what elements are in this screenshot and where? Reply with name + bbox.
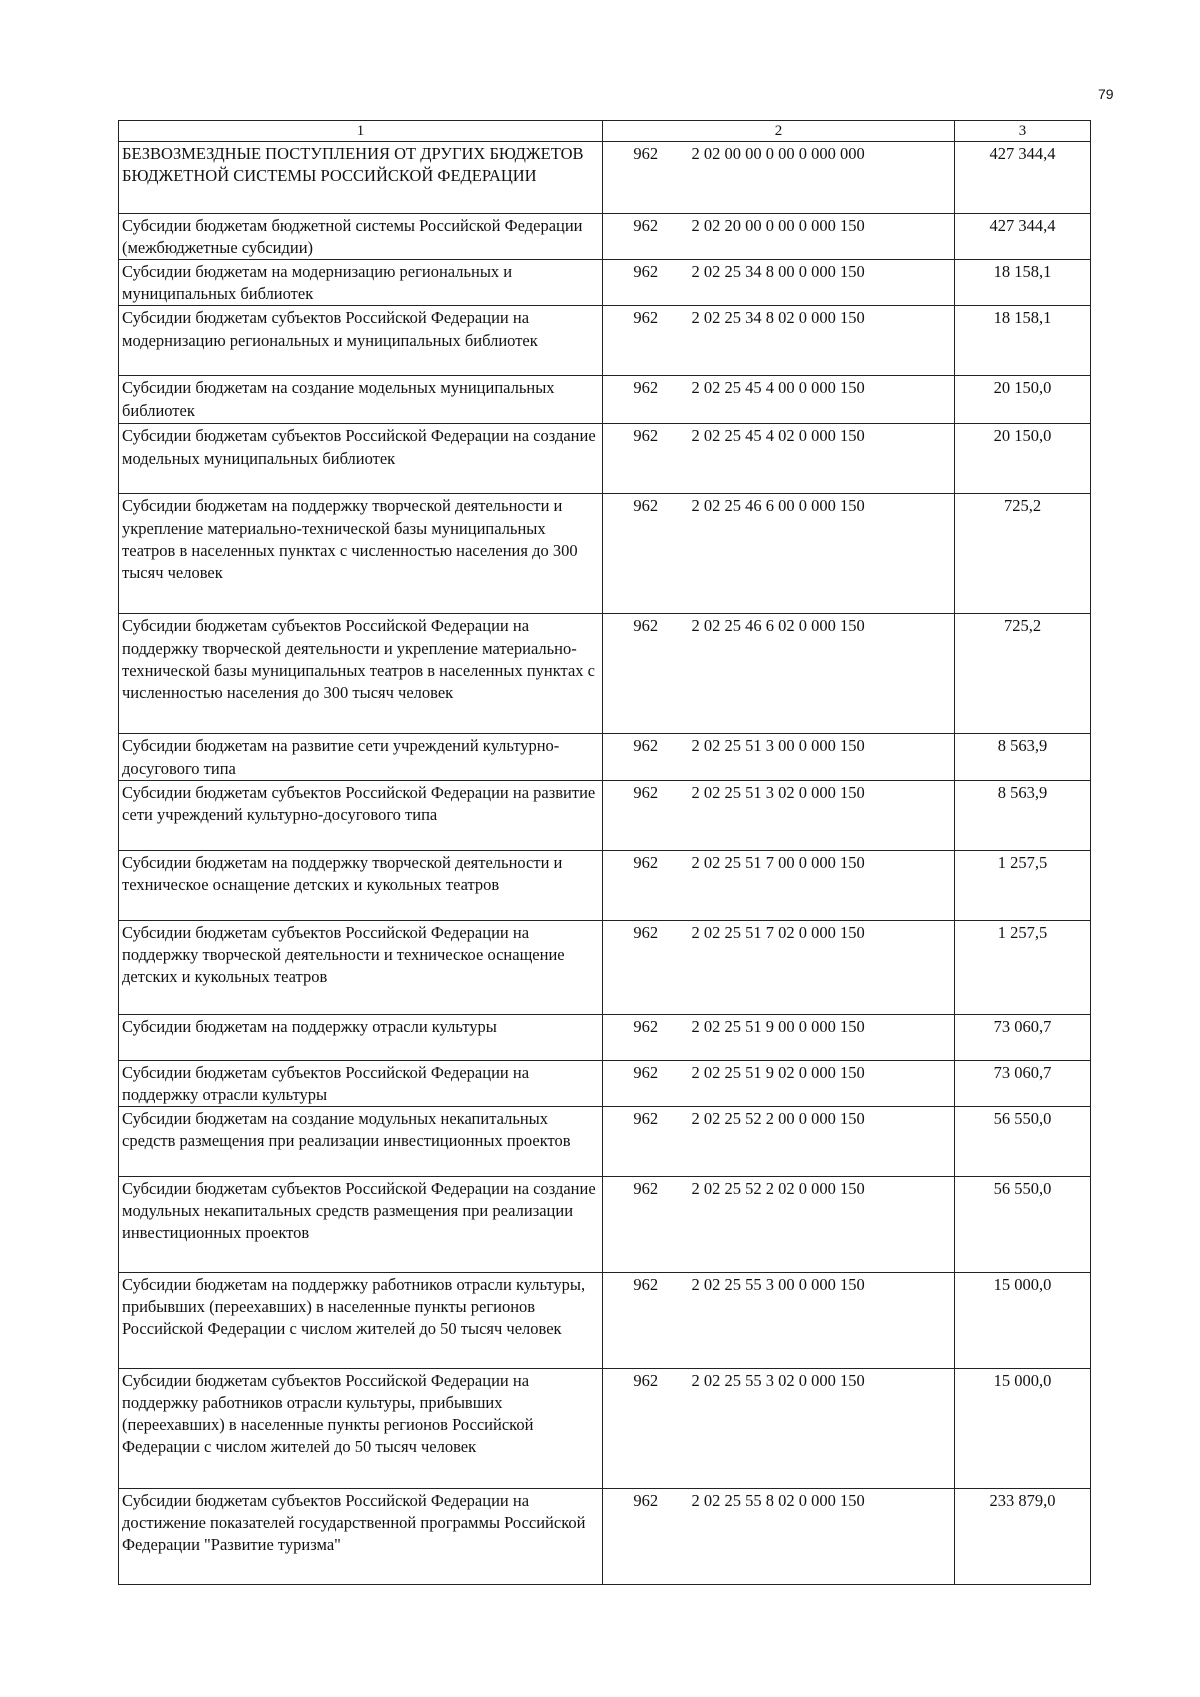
row-admin-code: 962 [603,424,689,494]
row-admin-code: 962 [603,1176,689,1272]
table-row [119,614,1091,734]
row-name: Субсидии бюджетам на поддержку отрасли культуры [119,1014,603,1060]
row-amount: 8 563,9 [955,780,1091,850]
row-amount: 233 879,0 [955,1488,1091,1584]
row-admin-code: 962 [603,1368,689,1488]
row-name: Субсидии бюджетам субъектов Российской Федерации на создание модульных некапитальных средств размещения при реализации инвестиционных проектов [119,1176,603,1272]
row-amount: 1 257,5 [955,920,1091,1014]
header-row [119,121,1091,142]
row-kbk-code: 2 02 00 00 0 00 0 000 000 [689,142,955,214]
row-amount: 427 344,4 [955,142,1091,214]
row-kbk-code: 2 02 25 34 8 02 0 000 150 [689,306,955,376]
row-name: Субсидии бюджетам субъектов Российской Федерации на модернизацию региональных и муниципальных библиотек [119,306,603,376]
row-amount: 15 000,0 [955,1368,1091,1488]
table-row [119,1488,1091,1584]
table-row [119,1272,1091,1368]
row-name: Субсидии бюджетам на поддержку творческой деятельности и техническое оснащение детских и кукольных театров [119,850,603,920]
table-body [119,142,1091,1585]
row-admin-code: 962 [603,306,689,376]
row-admin-code: 962 [603,850,689,920]
row-kbk-code: 2 02 25 52 2 02 0 000 150 [689,1176,955,1272]
row-amount: 56 550,0 [955,1176,1091,1272]
row-kbk-code: 2 02 25 51 3 02 0 000 150 [689,780,955,850]
row-kbk-code: 2 02 25 55 3 00 0 000 150 [689,1272,955,1368]
row-amount: 56 550,0 [955,1106,1091,1176]
row-name: Субсидии бюджетам субъектов Российской Федерации на поддержку творческой деятельности и техническое оснащение детских и кукольных театров [119,920,603,1014]
table-row [119,1014,1091,1060]
row-admin-code: 962 [603,920,689,1014]
row-kbk-code: 2 02 25 51 3 00 0 000 150 [689,734,955,780]
row-kbk-code: 2 02 25 51 9 02 0 000 150 [689,1060,955,1106]
header-col-1: 1 [119,121,603,142]
table-row [119,376,1091,424]
table-row [119,1176,1091,1272]
row-kbk-code: 2 02 20 00 0 00 0 000 150 [689,214,955,260]
row-kbk-code: 2 02 25 51 7 00 0 000 150 [689,850,955,920]
row-amount: 73 060,7 [955,1014,1091,1060]
row-name: Субсидии бюджетам на поддержку творческой деятельности и укрепление материально-технической базы муниципальных театров в населенных пунктах с численностью населения до 300 тысяч человек [119,494,603,614]
row-admin-code: 962 [603,142,689,214]
table-row [119,734,1091,780]
row-amount: 8 563,9 [955,734,1091,780]
row-name: Субсидии бюджетам субъектов Российской Федерации на развитие сети учреждений культурно-досугового типа [119,780,603,850]
row-name: Субсидии бюджетам на создание модельных муниципальных библиотек [119,376,603,424]
row-amount: 725,2 [955,494,1091,614]
table-row [119,260,1091,306]
table-row [119,1368,1091,1488]
row-name: Субсидии бюджетам бюджетной системы Российской Федерации (межбюджетные субсидии) [119,214,603,260]
row-amount: 73 060,7 [955,1060,1091,1106]
table-row [119,1106,1091,1176]
row-admin-code: 962 [603,1014,689,1060]
budget-table [118,120,1091,1585]
row-name: Субсидии бюджетам субъектов Российской Федерации на создание модельных муниципальных библиотек [119,424,603,494]
row-kbk-code: 2 02 25 46 6 02 0 000 150 [689,614,955,734]
table-row [119,494,1091,614]
row-name: Субсидии бюджетам субъектов Российской Федерации на поддержку отрасли культуры [119,1060,603,1106]
row-amount: 18 158,1 [955,306,1091,376]
row-admin-code: 962 [603,1106,689,1176]
row-amount: 1 257,5 [955,850,1091,920]
row-amount: 15 000,0 [955,1272,1091,1368]
row-kbk-code: 2 02 25 51 9 00 0 000 150 [689,1014,955,1060]
row-kbk-code: 2 02 25 46 6 00 0 000 150 [689,494,955,614]
row-amount: 725,2 [955,614,1091,734]
row-admin-code: 962 [603,1060,689,1106]
page-number: 79 [1098,86,1114,102]
row-admin-code: 962 [603,734,689,780]
row-amount: 18 158,1 [955,260,1091,306]
row-kbk-code: 2 02 25 55 8 02 0 000 150 [689,1488,955,1584]
row-name: Субсидии бюджетам на создание модульных некапитальных средств размещения при реализации инвестиционных проектов [119,1106,603,1176]
table-row [119,214,1091,260]
row-admin-code: 962 [603,614,689,734]
table-row [119,850,1091,920]
row-kbk-code: 2 02 25 52 2 00 0 000 150 [689,1106,955,1176]
table-row [119,424,1091,494]
row-admin-code: 962 [603,214,689,260]
table-row [119,142,1091,214]
row-admin-code: 962 [603,1488,689,1584]
row-name: БЕЗВОЗМЕЗДНЫЕ ПОСТУПЛЕНИЯ ОТ ДРУГИХ БЮДЖЕТОВ БЮДЖЕТНОЙ СИСТЕМЫ РОССИЙСКОЙ ФЕДЕРАЦИИ [119,142,603,214]
header-col-2: 2 [603,121,955,142]
row-kbk-code: 2 02 25 51 7 02 0 000 150 [689,920,955,1014]
row-kbk-code: 2 02 25 34 8 00 0 000 150 [689,260,955,306]
row-kbk-code: 2 02 25 45 4 02 0 000 150 [689,424,955,494]
row-admin-code: 962 [603,260,689,306]
table-row [119,920,1091,1014]
row-name: Субсидии бюджетам на развитие сети учреждений культурно-досугового типа [119,734,603,780]
row-admin-code: 962 [603,1272,689,1368]
row-admin-code: 962 [603,494,689,614]
table-row [119,780,1091,850]
header-col-3: 3 [955,121,1091,142]
row-name: Субсидии бюджетам на поддержку работников отрасли культуры, прибывших (переехавших) в населенные пункты регионов Российской Федерации с числом жителей до 50 тысяч человек [119,1272,603,1368]
row-name: Субсидии бюджетам субъектов Российской Федерации на достижение показателей государственной программы Российской Федерации "Развитие туризма" [119,1488,603,1584]
row-admin-code: 962 [603,376,689,424]
row-amount: 20 150,0 [955,376,1091,424]
row-amount: 427 344,4 [955,214,1091,260]
row-kbk-code: 2 02 25 45 4 00 0 000 150 [689,376,955,424]
row-amount: 20 150,0 [955,424,1091,494]
row-admin-code: 962 [603,780,689,850]
row-name: Субсидии бюджетам субъектов Российской Федерации на поддержку творческой деятельности и укрепление материально-технической базы муниципальных театров в населенных пунктах с численностью населения до 300 тысяч человек [119,614,603,734]
row-kbk-code: 2 02 25 55 3 02 0 000 150 [689,1368,955,1488]
table-row [119,1060,1091,1106]
row-name: Субсидии бюджетам субъектов Российской Федерации на поддержку работников отрасли культуры, прибывших (переехавших) в населенные пункты регионов Российской Федерации с числом жителей до 50 тысяч человек [119,1368,603,1488]
row-name: Субсидии бюджетам на модернизацию региональных и муниципальных библиотек [119,260,603,306]
table-row [119,306,1091,376]
